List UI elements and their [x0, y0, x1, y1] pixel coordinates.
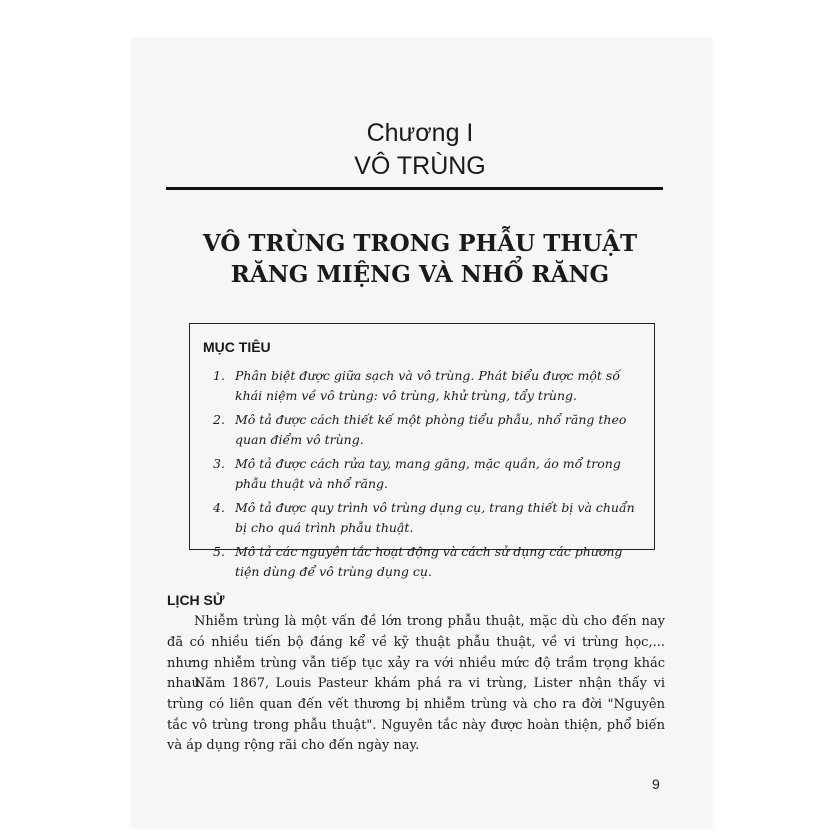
objective-item	[203, 366, 642, 406]
objective-text: Mô tả được cách thiết kế một phòng tiểu phẫu, nhổ răng theo quan điểm vô trùng.	[235, 412, 627, 447]
history-paragraph-2: Năm 1867, Louis Pasteur khám phá ra vi trùng, Lister nhận thấy vi trùng có liên quan đến vết thương bị nhiễm trùng và cho ra đời "Nguyên tắc vô trùng trong phẫu thuật". Nguyên tắc này được hoàn thiện, phổ biến và áp dụng rộng rãi cho đến ngày nay.	[167, 676, 665, 754]
objectives-list	[203, 366, 642, 582]
objective-item	[203, 542, 642, 582]
objective-text: Mô tả các nguyên tắc hoạt động và cách sử dụng các phương tiện dùng để vô trùng dụng cụ.	[235, 544, 623, 579]
objective-item	[203, 498, 642, 538]
objectives-box	[189, 323, 655, 579]
objective-number: 5.	[213, 544, 225, 559]
objective-item	[203, 410, 642, 450]
objective-text: Mô tả được cách rửa tay, mang găng, mặc quần, áo mổ trong phẫu thuật và nhổ răng.	[235, 456, 621, 491]
objective-number: 1.	[213, 368, 225, 383]
objectives-heading: MỤC TIÊU	[203, 339, 271, 355]
objective-text: Mô tả được quy trình vô trùng dụng cụ, trang thiết bị và chuẩn bị cho quá trình phẫu thuật.	[235, 500, 635, 535]
page-number: 9	[652, 776, 660, 792]
chapter-divider	[166, 187, 663, 190]
history-paragraph-1: Nhiễm trùng là một vấn đề lớn trong phẫu thuật, mặc dù cho đến nay đã có nhiều tiến bộ đáng kể về kỹ thuật phẫu thuật, về vi trùng học,... nhưng nhiễm trùng vẫn tiếp tục xảy ra với nhiều mức độ trầm trọng khác nhau.	[167, 614, 665, 692]
lesson-title-line-1: VÔ TRÙNG TRONG PHẪU THUẬT	[202, 230, 638, 257]
chapter-title: VÔ TRÙNG	[354, 152, 486, 180]
lesson-title-line-2: RĂNG MIỆNG VÀ NHỔ RĂNG	[230, 261, 610, 288]
objective-item	[203, 454, 642, 494]
objective-text: Phân biệt được giữa sạch và vô trùng. Phát biểu được một số khái niệm về vô trùng: vô trùng, khử trùng, tẩy trùng.	[235, 368, 620, 403]
history-heading: LỊCH SỬ	[167, 592, 225, 608]
objective-number: 3.	[213, 456, 225, 471]
chapter-label: Chương I	[366, 119, 474, 147]
objective-number: 4.	[213, 500, 225, 515]
objective-number: 2.	[213, 412, 225, 427]
